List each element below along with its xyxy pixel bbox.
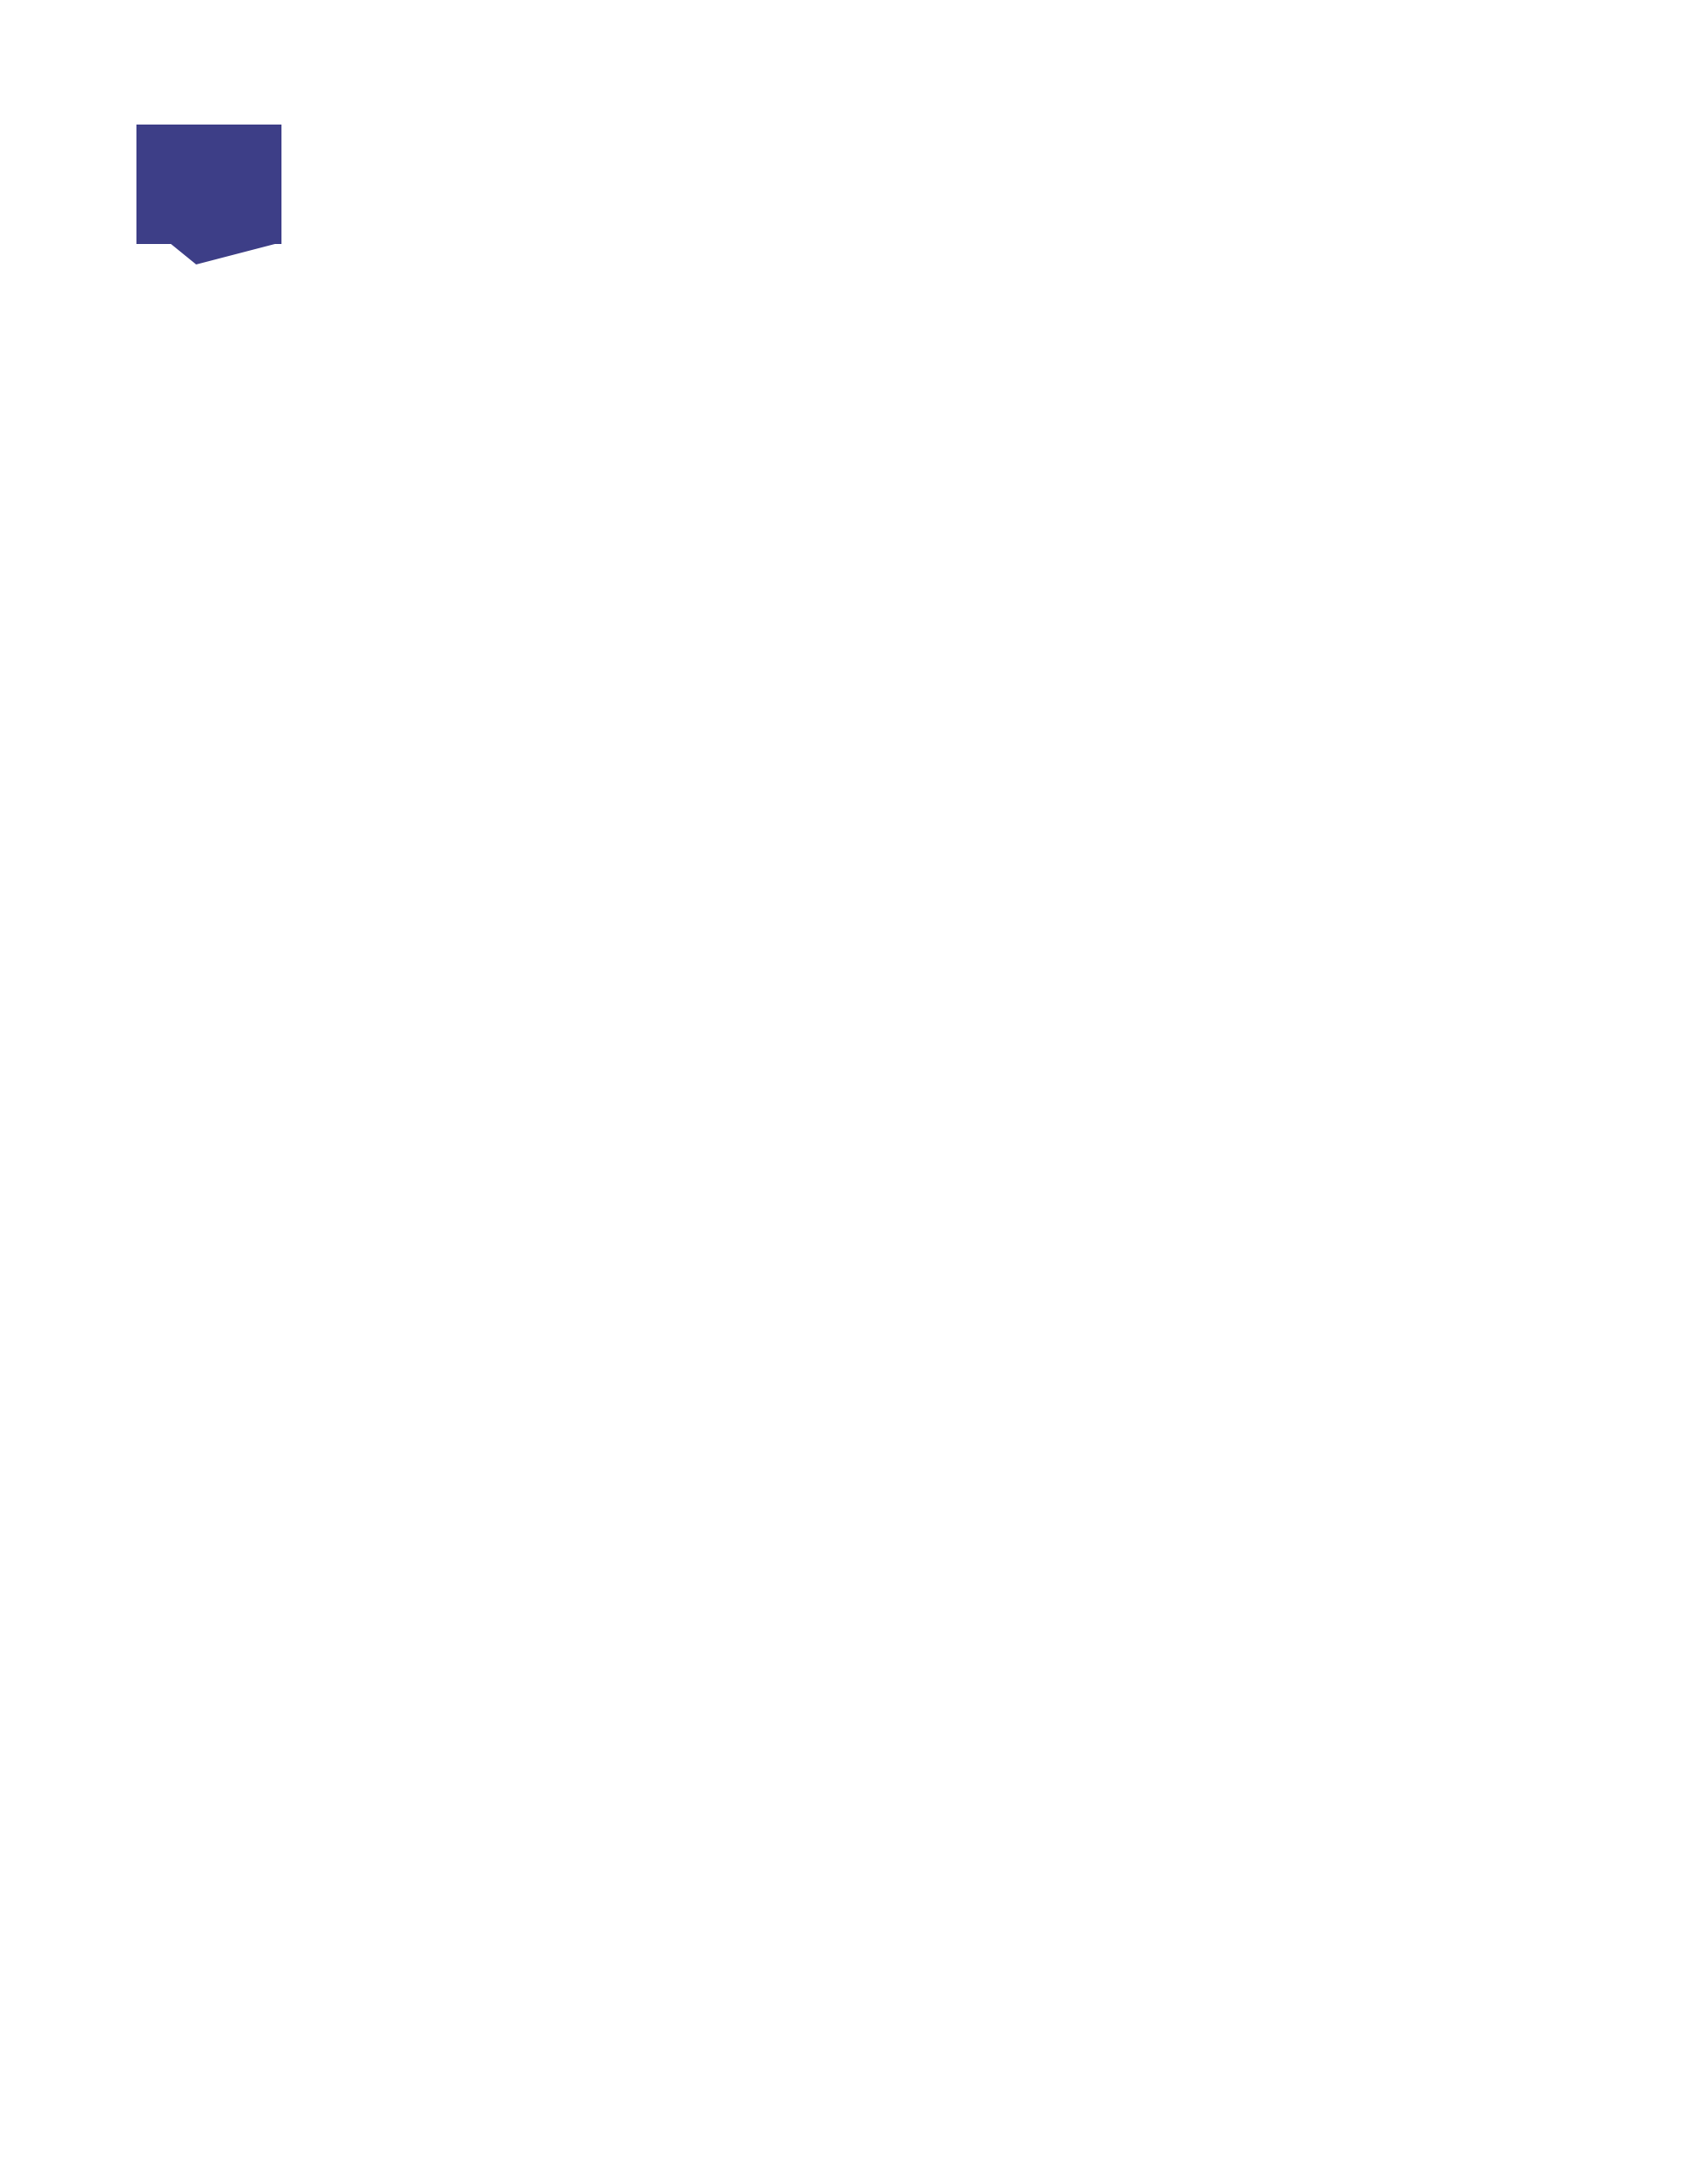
- state-average-label: [247, 522, 297, 556]
- logo-mark: [136, 125, 281, 244]
- state-average-row: [247, 522, 297, 556]
- logo-tail-shape: [169, 242, 281, 264]
